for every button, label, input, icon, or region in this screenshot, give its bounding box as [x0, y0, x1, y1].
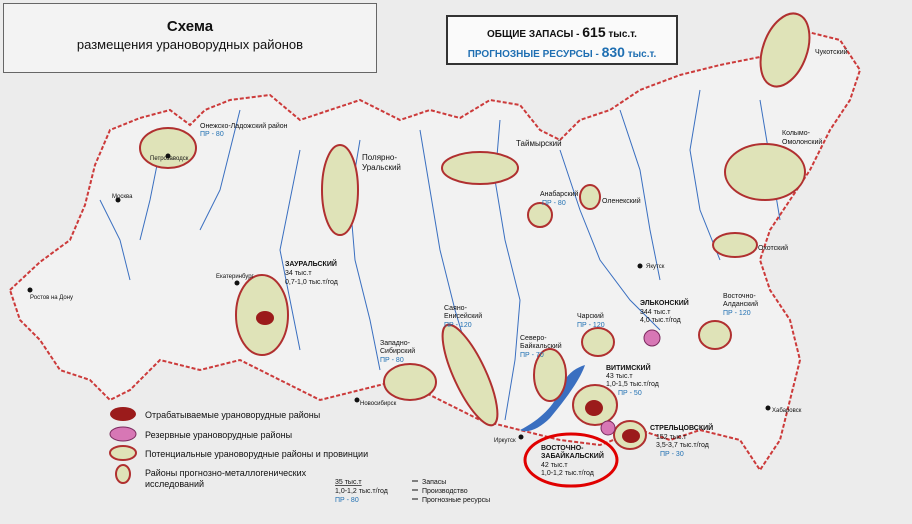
label-vostzab-2: ЗАБАЙКАЛЬСКИЙ	[541, 453, 604, 460]
active-zaural	[256, 311, 274, 325]
legend-forecast-1: Районы прогнозно-металлогенических	[145, 468, 307, 478]
reserve-vostzab	[601, 421, 615, 435]
key-d3: Прогнозные ресурсы	[422, 497, 491, 504]
value-key	[335, 479, 490, 504]
region-onezh	[140, 128, 196, 168]
label-polyarno-2: Уральский	[362, 163, 401, 172]
legend-swatch-reserve	[110, 427, 136, 441]
label-kolymo-1: Колымо-	[782, 130, 810, 137]
reserves-row	[448, 24, 676, 40]
label-zapsib-2: Сибирский	[380, 348, 416, 355]
city-irkutsk: Иркутск	[494, 438, 516, 444]
title-line2: размещения урановорудных районов	[76, 37, 304, 52]
label-vostzab-3: 42 тыс.т	[541, 462, 568, 469]
label-chara: Чарский	[577, 313, 604, 320]
pr-vostald: ПР - 120	[723, 310, 751, 317]
legend-swatch-forecast	[116, 465, 130, 483]
label-olenek: Оленекский	[602, 198, 641, 205]
pr-streltsov: ПР - 30	[660, 451, 684, 458]
legend-potential: Потенциальные урановорудные районы и провинции	[145, 449, 369, 459]
active-vitim	[585, 400, 603, 416]
label-streltsov-1: 152 тыс.т	[656, 434, 687, 441]
label-zaural-2: 0,7-1,0 тыс.т/год	[285, 279, 338, 286]
label-taimyr: Таймырский	[516, 139, 562, 148]
resources-unit: тыс.т.	[624, 49, 657, 60]
label-vostald-1: Восточно-	[723, 293, 756, 300]
label-streltsov: СТРЕЛЬЦОВСКИЙ	[650, 425, 714, 432]
label-elkon: ЭЛЬКОНСКИЙ	[640, 300, 689, 307]
reserves-value: 615	[582, 24, 606, 40]
label-elkon-1: 344 тыс.т	[640, 309, 671, 316]
city-khabarovsk: Хабаровск	[772, 408, 802, 414]
label-vostald-2: Алданский	[723, 301, 758, 308]
key-d1: Запасы	[422, 479, 447, 486]
legend-active: Отрабатываемые урановорудные районы	[145, 410, 321, 420]
pr-anabar: ПР - 80	[542, 200, 566, 207]
city-yakutsk: Якутск	[646, 264, 665, 270]
pr-zapsib: ПР - 80	[380, 357, 404, 364]
region-olenek	[580, 185, 600, 209]
key-d2: Производство	[422, 488, 468, 495]
city-novosibirsk: Новосибирск	[360, 401, 397, 407]
region-zapsib	[384, 364, 436, 400]
label-sayano-2: Енисейский	[444, 313, 483, 320]
title-box	[3, 3, 377, 73]
city-rostov: Ростов на Дону	[30, 295, 74, 301]
city-moskva: Москва	[112, 194, 133, 200]
label-vitim-1: 43 тыс.т	[606, 373, 633, 380]
reserves-label: ОБЩИЕ ЗАПАСЫ -	[487, 29, 583, 40]
label-kolymo-2: Омолонский	[782, 139, 823, 146]
label-severobaik-1: Северо-	[520, 335, 547, 342]
label-vostzab-4: 1,0-1,2 тыс.т/год	[541, 470, 594, 477]
legend-swatch-potential	[110, 446, 136, 460]
label-zaural-1: 34 тыс.т	[285, 270, 312, 277]
key-v1: 35 тыс.т	[335, 479, 362, 486]
resources-row	[448, 44, 676, 60]
pr-chara: ПР - 120	[577, 322, 605, 329]
label-onezh: Онежско-Ладожский район	[200, 123, 288, 130]
legend-swatch-active	[110, 407, 136, 421]
resources-value: 830	[601, 44, 625, 60]
active-streltsov	[622, 429, 640, 443]
label-anabar: Анабарский	[540, 191, 579, 198]
label-polyarno-1: Полярно-	[362, 153, 398, 162]
label-sayano-1: Саяно-	[444, 305, 467, 312]
label-severobaik-2: Байкальский	[520, 343, 562, 350]
legend	[110, 407, 368, 489]
key-v3: ПР - 80	[335, 497, 359, 504]
label-zapsib-1: Западно-	[380, 340, 410, 347]
label-zaural: ЗАУРАЛЬСКИЙ	[285, 261, 337, 268]
region-taimyr	[442, 152, 518, 184]
region-chara	[582, 328, 614, 356]
legend-reserve: Резервные урановорудные районы	[145, 430, 293, 440]
pr-vitim: ПР - 50	[618, 390, 642, 397]
key-v2: 1,0-1,2 тыс.т/год	[335, 488, 388, 495]
totals-box	[446, 15, 678, 65]
label-vostzab-1: ВОСТОЧНО-	[541, 445, 584, 452]
city-ekaterinburg: Екатеринбург	[216, 274, 254, 280]
resources-label: ПРОГНОЗНЫЕ РЕСУРСЫ -	[467, 49, 602, 60]
region-vostald	[699, 321, 731, 349]
city-petrozavodsk: Петрозаводск	[150, 156, 189, 162]
label-chukot: Чукотский	[815, 49, 848, 56]
label-vitim: ВИТИМСКИЙ	[606, 365, 651, 372]
label-okhot: Охотский	[758, 245, 789, 252]
reserves-unit: тыс.т.	[605, 29, 637, 40]
region-okhot	[713, 233, 757, 257]
pr-sayano: ПР - 120	[444, 322, 472, 329]
region-kolymo	[725, 144, 805, 200]
label-vitim-2: 1,0-1,5 тыс.т/год	[606, 381, 659, 388]
legend-forecast-2: исследований	[145, 479, 205, 489]
label-elkon-2: 4,0 тыс.т/год	[640, 317, 681, 324]
label-streltsov-2: 3,5-3,7 тыс.т/год	[656, 442, 709, 449]
reserve-elkon	[644, 330, 660, 346]
pr-severobaik: ПР - 70	[520, 352, 544, 359]
title-line1: Схема	[166, 18, 214, 35]
region-polyarno	[322, 145, 358, 235]
pr-onezh: ПР - 80	[200, 131, 224, 138]
